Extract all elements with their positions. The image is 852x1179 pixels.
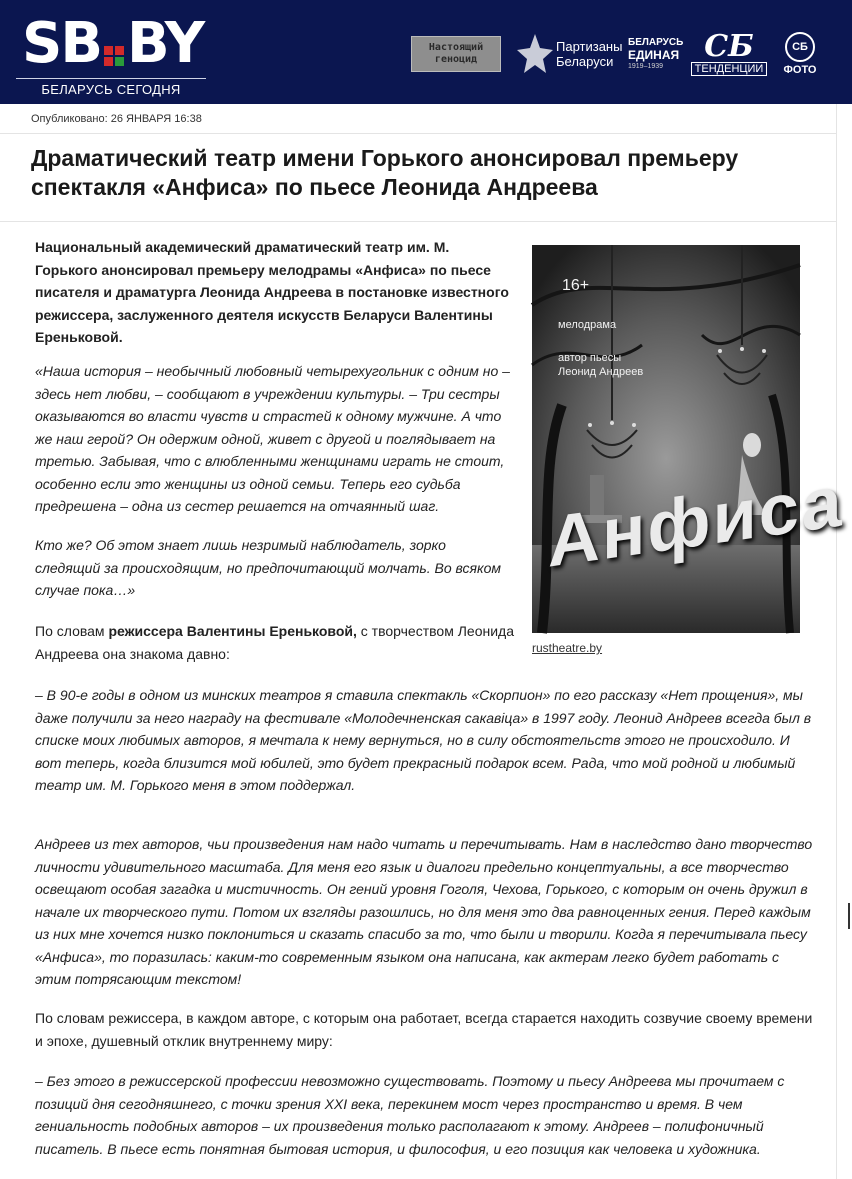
content-right-border: [836, 104, 837, 1179]
published-info: [31, 113, 202, 125]
partner-edinaya-years: 1919–1939: [628, 63, 664, 70]
photo-credit-link[interactable]: rustheatre.by: [532, 641, 603, 655]
partner-edinaya-line2: ЕДИНАЯ: [628, 48, 680, 62]
partner-link-partisans[interactable]: [516, 30, 623, 78]
photo-logo-mark: СБ: [792, 40, 808, 53]
partner-link-edinaya[interactable]: [628, 30, 684, 78]
poster-age-rating: 16+: [562, 277, 590, 294]
photo-label: ФОТО: [783, 63, 817, 76]
article-title: Драматический театр имени Горького анонсировал премьеру спектакля «Анфиса» по пьесе Леонида Андреева: [31, 145, 739, 200]
logo-wordmark: [22, 12, 203, 74]
divider: [0, 133, 836, 134]
article-quote-3: – В 90-е годы в одном из минских театров я ставила спектакль «Скорпион» по его рассказу «Нет прощения», мы даже получили за него награду на фестивале «Молодечненская сакавіца» в 1997 году. Леонид Андреев всегда был в списке моих любимых авторов, я мечтала к нему вернуться, но в силу обстоятельств этого не происходило. И вот теперь, когда близится мой юбилей, это будет прекрасный подарок всем. Рада, что мой родной и любимый театр им. М. Горького меня в этом поддержал.: [35, 687, 812, 793]
article-quote-2: Кто же? Об этом знает лишь незримый наблюдатель, зорко следящий за происходящим, но предпочитающий молчать. Во всяком случае пока…»: [35, 537, 501, 598]
scrollbar-thumb[interactable]: [848, 903, 850, 929]
article-paragraph-3: [35, 620, 515, 665]
logo-flag-mark: [104, 46, 124, 66]
partner-link-genocide[interactable]: [411, 36, 501, 72]
poster-title: Анфиса: [548, 461, 844, 583]
paragraph-3-text: По словам: [35, 623, 109, 639]
trends-label: ТЕНДЕНЦИИ: [691, 62, 768, 76]
partner-partisans-line2: Беларуси: [556, 54, 614, 69]
published-date: 26 ЯНВАРЯ 16:38: [110, 113, 202, 125]
article-paragraph-5: По словам режиссера, в каждом авторе, с которым она работает, всегда старается находить созвучие своему времени и эпохе, душевный отклик внутреннему миру:: [35, 1010, 813, 1049]
poster-author-label: автор пьесы: [558, 352, 622, 364]
poster-author: [558, 351, 643, 379]
trends-logo-mark: СБ: [704, 29, 754, 64]
partner-partisans-text: [556, 39, 622, 69]
site-header: [0, 0, 852, 104]
partner-partisans-line1: Партизаны: [556, 39, 623, 54]
article-photo[interactable]: [532, 245, 844, 633]
paragraph-3-text-end: с творчеством Леонида Андреева она знакома давно:: [35, 623, 514, 662]
director-name: режиссера Валентины Ереньковой,: [108, 623, 357, 639]
article-lead: Национальный академический драматический театр им. М. Горького анонсировал премьеру мелодрамы «Анфиса» по пьесе писателя и драматурга Леонида Андреева в постановке известного режиссера, заслуженного деятеля искусств Беларуси Валентины Ереньковой.: [35, 239, 509, 345]
partner-link-photo[interactable]: [778, 30, 822, 78]
divider: [0, 221, 836, 222]
partner-link-trends[interactable]: [692, 30, 766, 78]
logo-divider: [16, 78, 206, 79]
poster-genre: мелодрама: [558, 319, 617, 331]
partner-edinaya-line1: БЕЛАРУСЬ: [628, 37, 684, 48]
partner-genocide-line1: Настоящий: [428, 42, 484, 53]
logo-subtitle: БЕЛАРУСЬ СЕГОДНЯ: [41, 82, 181, 97]
published-label: Опубликовано:: [31, 113, 108, 125]
camera-icon: [785, 32, 815, 62]
article-quote-1: «Наша история – необычный любовный четырехугольник с одним но – здесь нет любви, – сообщают в учреждении культуры. – Три сестры оказываются во власти чувств и страстей к одному мужчине. А что же наш герой? Он одержим одной, живет с другой и поглядывает на третью. Забывая, что с влюбленными женщинами играть не стоит, особенно если это женщины из одной семьи. Теперь его судьба предрешена – одна из сестер решается на отчаянный шаг.: [35, 363, 510, 514]
logo-text-left: SB: [22, 10, 102, 76]
site-logo[interactable]: [16, 12, 208, 100]
star-icon: [516, 33, 554, 75]
logo-text-right: BY: [127, 10, 204, 76]
partner-genocide-line2: геноцид: [434, 54, 478, 65]
article-quote-5: – Без этого в режиссерской профессии невозможно существовать. Поэтому и пьесу Андреева мы прочитаем с позиций дня сегодняшнего, с точки зрения XXI века, перекинем мост через пространство и время. В чем гениальность подобных авторов – их произведения только располагают к этому. Андреев – полифоничный писатель. В пьесе есть понятная бытовая история, и философия, и его позиция как человека и художника.: [35, 1073, 785, 1157]
poster-author-name: Леонид Андреев: [558, 366, 644, 378]
article-quote-4: Андреев из тех авторов, чьи произведения нам надо читать и перечитывать. Нам в наследство дано творчество личности удивительного масштаба. Для меня его язык и диалоги предельно концептуальны, а все творчество освещают особая загадка и мистичность. Он гений уровня Гоголя, Чехова, Горького, с которым он очень дружил в начале их творческого пути. Потом их взгляды разошлись, но для меня это два равноценных гения. Перед каждым из них мне хочется низко поклониться и сказать спасибо за то, что были и творили. Когда я перечитывала пьесу «Анфиса», то поразилась: каким-то современным языком она написана, как актерам легко будет работать с этим потрясающим текстом!: [35, 836, 813, 987]
